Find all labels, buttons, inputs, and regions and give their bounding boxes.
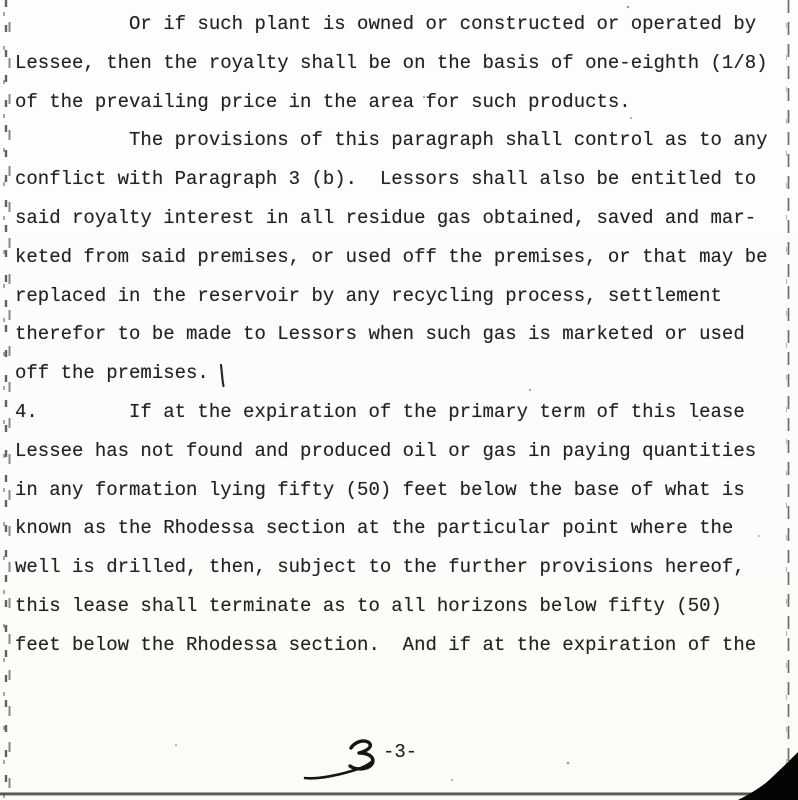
document-line: conflict with Paragraph 3 (b). Lessors shall also be entitled to (15, 168, 757, 191)
bottom-scan-edge-line (0, 793, 798, 797)
document-line: well is drilled, then, subject to the further provisions hereof, (15, 556, 745, 579)
left-binding-edge-artifact (4, 0, 10, 800)
document-line: known as the Rhodessa section at the particular point where the (15, 517, 734, 540)
document-line: replaced in the reservoir by any recycling process, settlement (15, 284, 722, 307)
document-line: of the prevailing price in the area for such products. (15, 90, 631, 113)
document-line: in any formation lying fifty (50) feet below the base of what is (15, 478, 745, 501)
document-line: feet below the Rhodessa section. And if at the expiration of the (15, 633, 757, 656)
document-text (15, 5, 790, 665)
document-line: said royalty interest in all residue gas obtained, saved and mar- (15, 206, 757, 229)
document-line: off the premises. (15, 362, 209, 385)
document-line: Or if such plant is owned or constructed or operated by (15, 13, 757, 35)
document-line: Lessee has not found and produced oil or gas in paying quantities (15, 439, 757, 462)
document-line: therefor to be made to Lessors when such gas is marketed or used (15, 323, 745, 346)
document-line: keted from said premises, or used off the premises, or that may be (15, 245, 768, 268)
document-line: this lease shall terminate as to all horizons below fifty (50) (15, 594, 722, 617)
page-corner-shadow (738, 752, 798, 800)
document-line: Lessee, then the royalty shall be on the basis of one-eighth (1/8) (15, 51, 768, 74)
handwritten-page-number-mark (305, 741, 373, 778)
typed-page-number: -3- (383, 741, 418, 763)
document-line: 4. If at the expiration of the primary term of this lease (15, 400, 745, 423)
document-line: The provisions of this paragraph shall control as to any (15, 129, 768, 152)
